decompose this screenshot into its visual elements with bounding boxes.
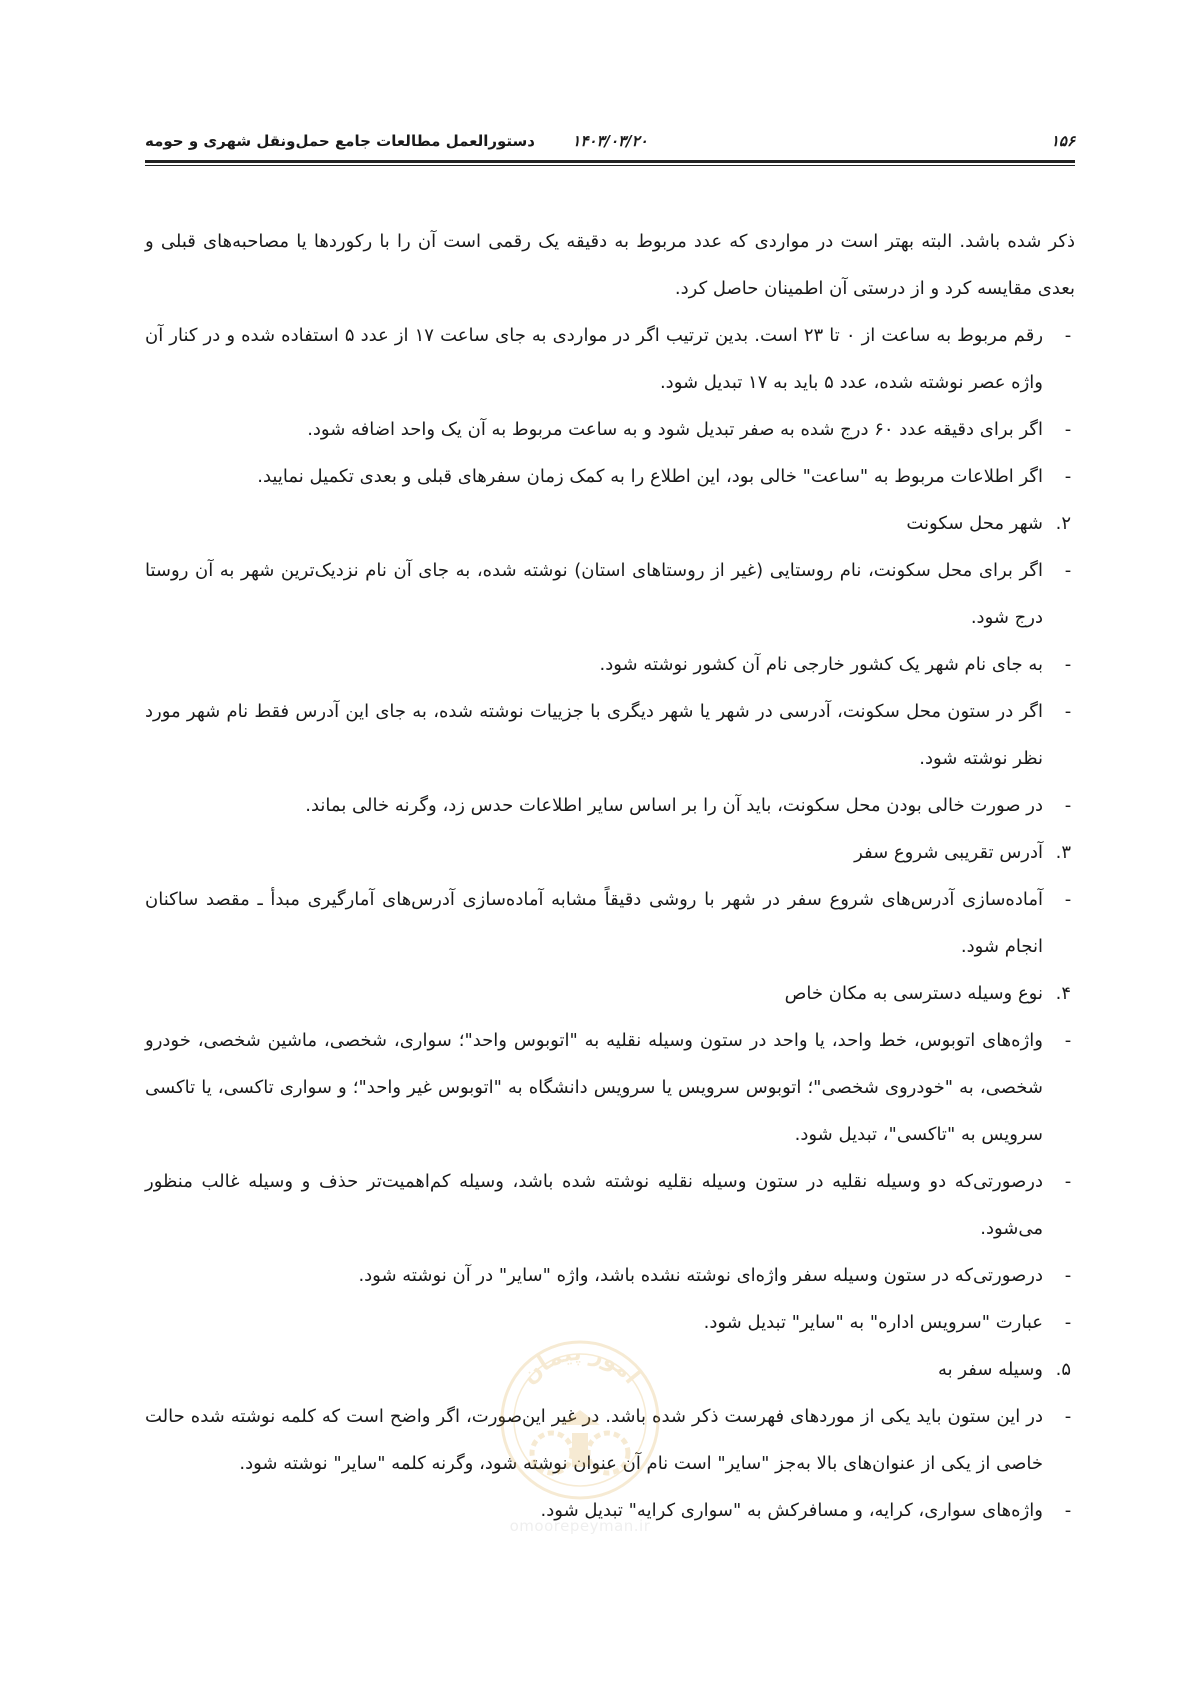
header-title: دستورالعمل مطالعات جامع حمل‌ونقل شهری و حومه [145,132,535,150]
list-item-text: رقم مربوط به ساعت از ۰ تا ۲۳ است. بدین ترتیب اگر در مواردی به جای ساعت ۱۷ از عدد ۵ استفاده شده و در کنار آن واژه عصر نوشته شده، عدد ۵ باید به ۱۷ تبدیل شود. [145,325,1044,393]
list-item-text: اگر در ستون محل سکونت، آدرسی در شهر یا شهر دیگری با جزییات نوشته شده، به جای این آدرس فقط نام شهر مورد نظر نوشته شود. [145,701,1043,769]
bullet-dash: - [1064,1500,1072,1521]
list-item-text: اگر اطلاعات مربوط به "ساعت" خالی بود، این اطلاع را به کمک زمان سفرهای قبلی و بعدی تکمیل نمایید. [257,466,1043,487]
list-item [145,782,1075,829]
section-heading [145,829,1075,876]
section-title: وسیله سفر به [937,1359,1043,1380]
list-item-text: عبارت "سرویس اداره" به "سایر" تبدیل شود. [703,1312,1043,1333]
section-title: نوع وسیله دسترسی به مکان خاص [784,983,1043,1004]
section-heading [145,1346,1075,1393]
list-item-text: در صورت خالی بودن محل سکونت، باید آن را بر اساس سایر اطلاعات حدس زد، وگرنه خالی بماند. [305,795,1043,816]
page-number: ۱۵۶ [1050,132,1075,150]
list-item [145,876,1075,970]
list-item [145,1487,1075,1534]
list-item [145,1252,1075,1299]
watermark-logo-text: امور پیمان [516,1340,644,1390]
list-item-text: اگر برای محل سکونت، نام روستایی (غیر از روستاهای استان) نوشته شده، به جای آن نام نزدیک‌ترین شهر به آن روستا درج شود. [145,560,1043,628]
list-item [145,406,1075,453]
page-body [145,218,1075,1534]
intro-paragraph: ذکر شده باشد. البته بهتر است در مواردی که عدد مربوط به دقیقه یک رقمی است آن را با رکوردها یا مصاحبه‌های قبلی و بعدی مقایسه کرد و از درستی آن اطمینان حاصل کرد. [145,231,1075,299]
section-title: شهر محل سکونت [906,513,1043,534]
section-number: ۳. [1055,842,1071,863]
bullet-dash: - [1064,419,1072,440]
list-item [145,1393,1075,1487]
bullet-dash: - [1064,1171,1072,1192]
header-rule-thin [145,165,1075,166]
list-item [145,641,1075,688]
list-item-text: اگر برای دقیقه عدد ۶۰ درج شده به صفر تبدیل شود و به ساعت مربوط به آن یک واحد اضافه شود. [307,419,1043,440]
list-item [145,688,1075,782]
list-item-text: واژه‌های سواری، کرایه، و مسافرکش به "سواری کرایه" تبدیل شود. [540,1500,1043,1521]
list-item [145,1158,1075,1252]
list-item [145,453,1075,500]
section-title: آدرس تقریبی شروع سفر [854,842,1043,863]
list-item-text: در این ستون باید یکی از موردهای فهرست ذکر شده باشد. در غیر این‌صورت، اگر واضح است که کلمه نوشته شده حالت خاصی از یکی از عنوان‌های بالا به‌جز "سایر" است نام آن عنوان نوشته شود، وگرنه کلمه "سایر" نوشته شود. [145,1406,1043,1474]
bullet-dash: - [1064,701,1072,722]
section-number: ۴. [1055,983,1071,1004]
list-item-text: به جای نام شهر یک کشور خارجی نام آن کشور نوشته شود. [599,654,1043,675]
bullet-dash: - [1064,1406,1072,1427]
list-item [145,1299,1075,1346]
bullet-dash: - [1064,1030,1072,1051]
list-item-text: آماده‌سازی آدرس‌های شروع سفر در شهر با روشی دقیقاً مشابه آماده‌سازی آدرس‌های آمارگیری مبدأ ـ مقصد ساکنان انجام شود. [145,889,1043,957]
section-number: ۲. [1055,513,1071,534]
header-rule-thick [145,160,1075,163]
bullet-dash: - [1064,560,1072,581]
list-item [145,1017,1075,1158]
bullet-dash: - [1064,1265,1072,1286]
list-item-text: واژه‌های اتوبوس، خط واحد، یا واحد در ستون وسیله نقلیه به "اتوبوس واحد"؛ سواری، شخصی، ماشین شخصی، خودرو شخصی، به "خودروی شخصی"؛ اتوبوس سرویس یا سرویس دانشگاه به "اتوبوس غیر واحد"؛ و سواری تاکسی، یا تاکسی سرویس به "تاکسی"، تبدیل شود. [145,1030,1043,1145]
bullet-dash: - [1064,1312,1072,1333]
bullet-dash: - [1064,466,1072,487]
watermark-url: omoorepeyman.ir [509,1517,651,1535]
bullet-dash: - [1064,654,1072,675]
bullet-dash: - [1064,889,1072,910]
list-item-text: درصورتی‌که در ستون وسیله سفر واژه‌ای نوشته نشده باشد، واژه "سایر" در آن نوشته شود. [358,1265,1043,1286]
list-item [145,312,1075,406]
bullet-dash: - [1064,795,1072,816]
bullet-dash: - [1064,325,1072,346]
section-heading [145,970,1075,1017]
section-number: ۵. [1055,1359,1071,1380]
header-date: ۱۴۰۳/۰۳/۲۰ [572,132,648,150]
list-item-text: درصورتی‌که دو وسیله نقلیه در ستون وسیله نقلیه نوشته شده باشد، وسیله کم‌اهمیت‌تر حذف و وسیله غالب منظور می‌شود. [145,1171,1043,1239]
section-heading [145,500,1075,547]
page-header [145,128,1075,156]
list-item [145,547,1075,641]
